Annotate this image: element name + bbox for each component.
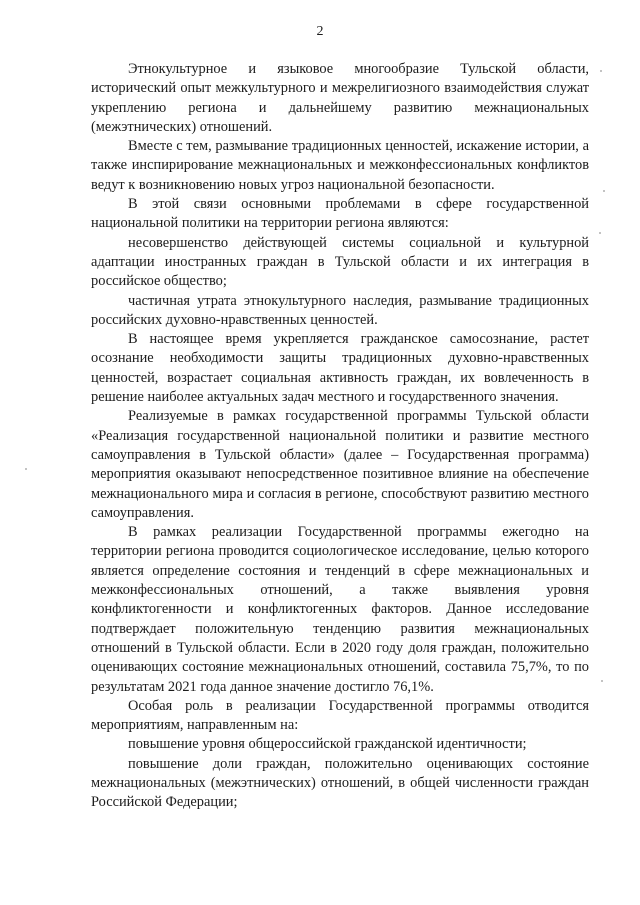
list-item-heritage-loss: частичная утрата этнокультурного наследия, размывание традиционных российских духовно-нравственных ценностей. [91, 292, 589, 328]
scan-speck [25, 468, 27, 470]
page-number: 2 [316, 24, 324, 39]
scan-speck [599, 232, 601, 234]
list-item-adaptation: несовершенство действующей системы социальной и культурной адаптации иностранных граждан в Тульской области и их интеграция в российское общество; [91, 234, 589, 290]
list-item-positive-assessment: повышение доли граждан, положительно оценивающих состояние межнациональных (межэтнических) отношений, в общей численности граждан Российской Федерации; [91, 755, 589, 811]
paragraph-sociological-research: В рамках реализации Государственной программы ежегодно на территории региона проводится социологическое исследование, целью которого является определение состояния и тенденций в сфере межнациональных и межконфессиональных отношений, а также выявления уровня конфликтогенности и конфликтогенных факторов. Данное исследование подтверждает положительную тенденцию развития межнациональных отношений в Тульской области. Если в 2020 году доля граждан, положительно оценивающих состояние межнациональных отношений, составила 75,7%, то по результатам 2021 года данное значение достигло 76,1%. [91, 524, 589, 695]
document-body [91, 60, 589, 813]
scan-speck [600, 70, 602, 72]
paragraph-state-program: Реализуемые в рамках государственной программы Тульской области «Реализация государственной национальной политики и развитие местного самоуправления в Тульской области» (далее – Государственная программа) мероприятия оказывают непосредственное позитивное влияние на обеспечение межнационального мира и согласия в регионе, способствуют развитию местного самоуправления. [91, 408, 589, 521]
paragraph-new-threats: Вместе с тем, размывание традиционных ценностей, искажение истории, а также инспирирование межнациональных и межконфессиональных конфликтов ведут к возникновению новых угроз национальной безопасности. [91, 138, 589, 193]
scan-speck [603, 190, 605, 192]
list-item-civic-identity: повышение уровня общероссийской гражданской идентичности; [128, 736, 527, 753]
scan-speck [601, 680, 603, 682]
paragraph-main-problems: В этой связи основными проблемами в сфере государственной национальной политики на территории региона являются: [91, 196, 589, 232]
paragraph-civic-consciousness: В настоящее время укрепляется гражданское самосознание, растет осознание необходимости защиты традиционных духовно-нравственных ценностей, возрастает социальная активность граждан, их вовлеченность в решение наиболее актуальных задач местного и государственного значения. [91, 331, 589, 406]
paragraph-special-role: Особая роль в реализации Государственной программы отводится мероприятиям, направленным на: [91, 697, 589, 734]
paragraph-ethnocultural-diversity: Этнокультурное и языковое многообразие Тульской области, исторический опыт межкультурного и межрелигиозного взаимодействия служат укреплению региона и дальнейшему развитию межнациональных (межэтнических) отношений. [91, 61, 589, 135]
